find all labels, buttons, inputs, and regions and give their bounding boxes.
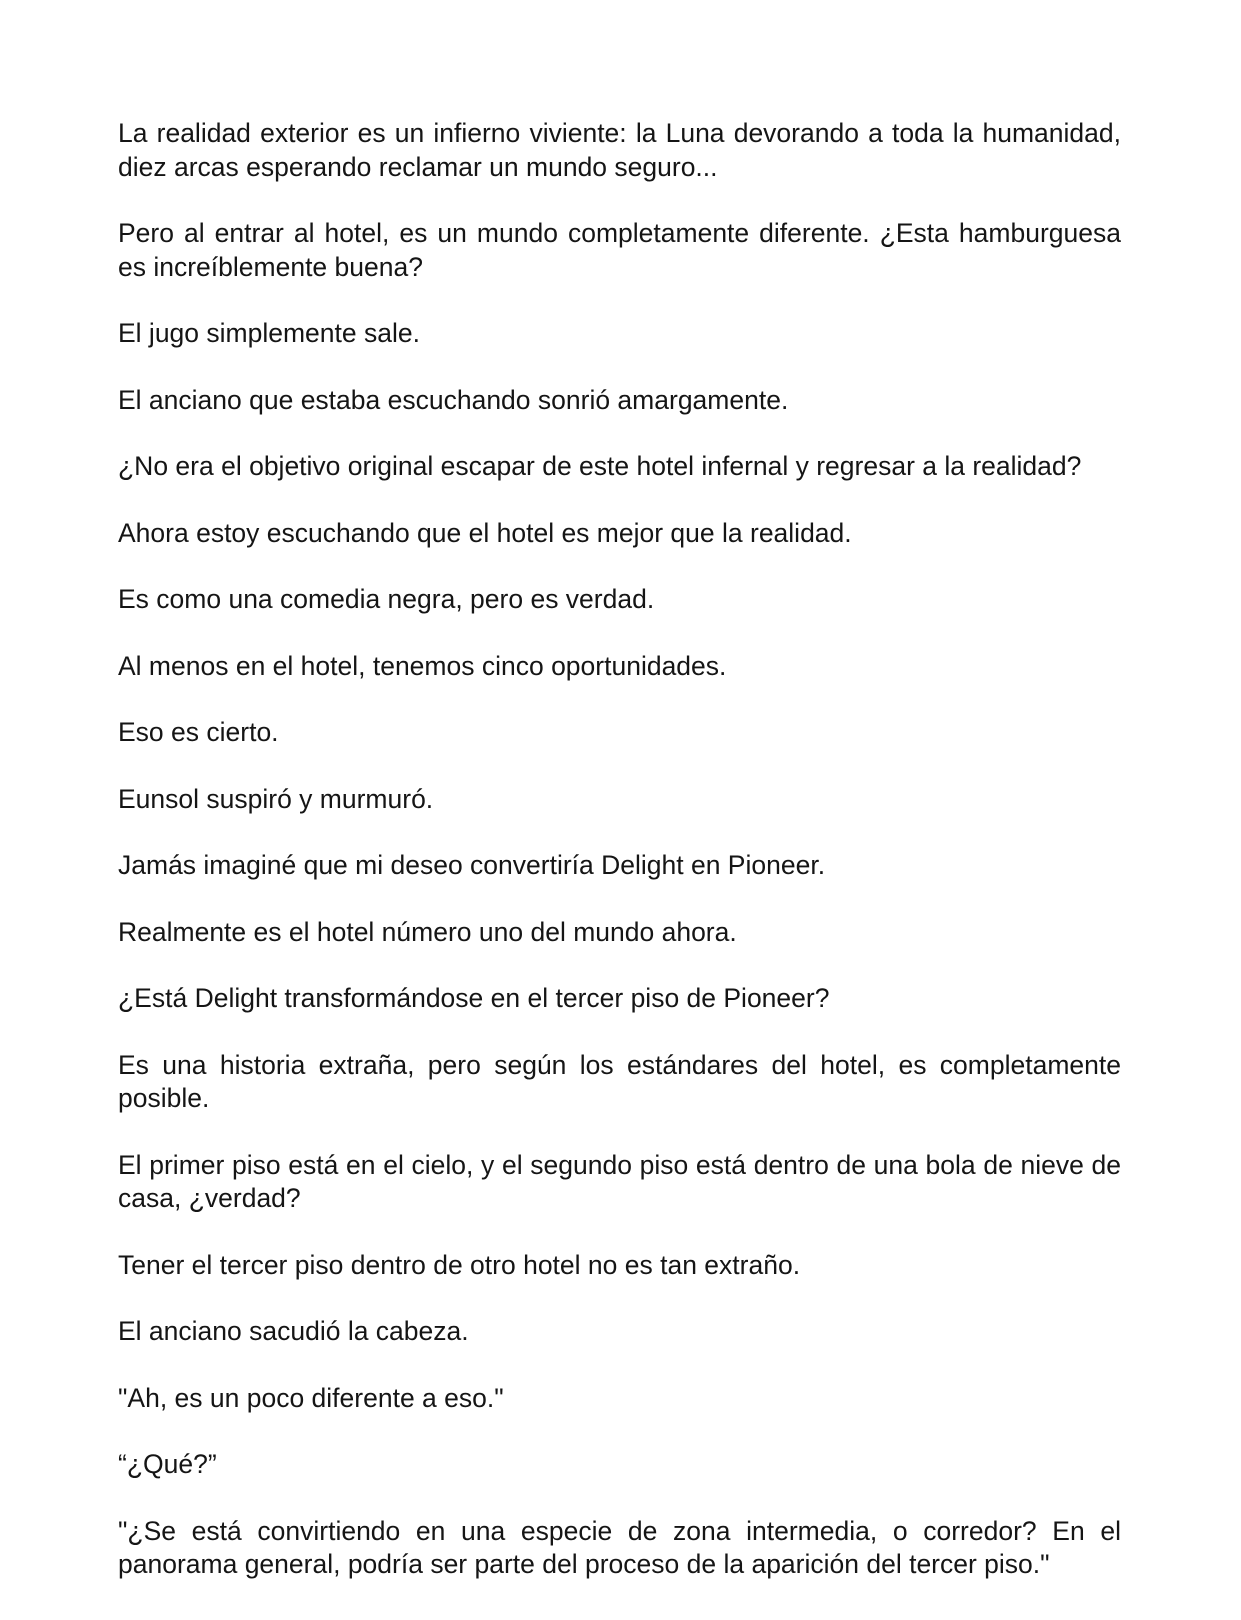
paragraph: Jamás imaginé que mi deseo convertiría Delight en Pioneer. — [118, 850, 826, 880]
paragraph: ¿Está Delight transformándose en el tercer piso de Pioneer? — [118, 983, 830, 1013]
paragraph: El anciano que estaba escuchando sonrió amargamente. — [118, 384, 789, 415]
paragraph: Eunsol suspiró y murmuró. — [118, 783, 434, 814]
paragraph: Es una historia extraña, pero según los estándares del hotel, es completamente posible. — [118, 1049, 1121, 1113]
paragraph: Ahora estoy escuchando que el hotel es mejor que la realidad. — [118, 517, 852, 548]
paragraph: Tener el tercer piso dentro de otro hotel no es tan extraño. — [118, 1249, 801, 1280]
paragraph: ¿No era el objetivo original escapar de este hotel infernal y regresar a la realidad? — [118, 451, 1082, 481]
paragraph: Al menos en el hotel, tenemos cinco oportunidades. — [118, 650, 727, 681]
paragraph: El anciano sacudió la cabeza. — [118, 1316, 469, 1346]
document-body — [118, 117, 1121, 1615]
paragraph: "Ah, es un poco diferente a eso." — [118, 1382, 504, 1413]
paragraph: Eso es cierto. — [118, 717, 279, 747]
paragraph: Realmente es el hotel número uno del mundo ahora. — [118, 916, 737, 947]
paragraph: El jugo simplemente sale. — [118, 318, 420, 348]
paragraph: La realidad exterior es un infierno viviente: la Luna devorando a toda la humanidad, diez arcas esperando reclamar un mundo seguro... — [118, 118, 1121, 182]
paragraph: "¿Se está convirtiendo en una especie de zona intermedia, o corredor? En el panorama general, podría ser parte del proceso de la aparición del tercer piso." — [118, 1515, 1121, 1579]
paragraph: “¿Qué?” — [118, 1449, 217, 1479]
paragraph: Pero al entrar al hotel, es un mundo completamente diferente. ¿Esta hamburguesa es increíblemente buena? — [118, 218, 1121, 282]
paragraph: El primer piso está en el cielo, y el segundo piso está dentro de una bola de nieve de casa, ¿verdad? — [118, 1149, 1121, 1213]
paragraph: Es como una comedia negra, pero es verdad. — [118, 584, 655, 614]
